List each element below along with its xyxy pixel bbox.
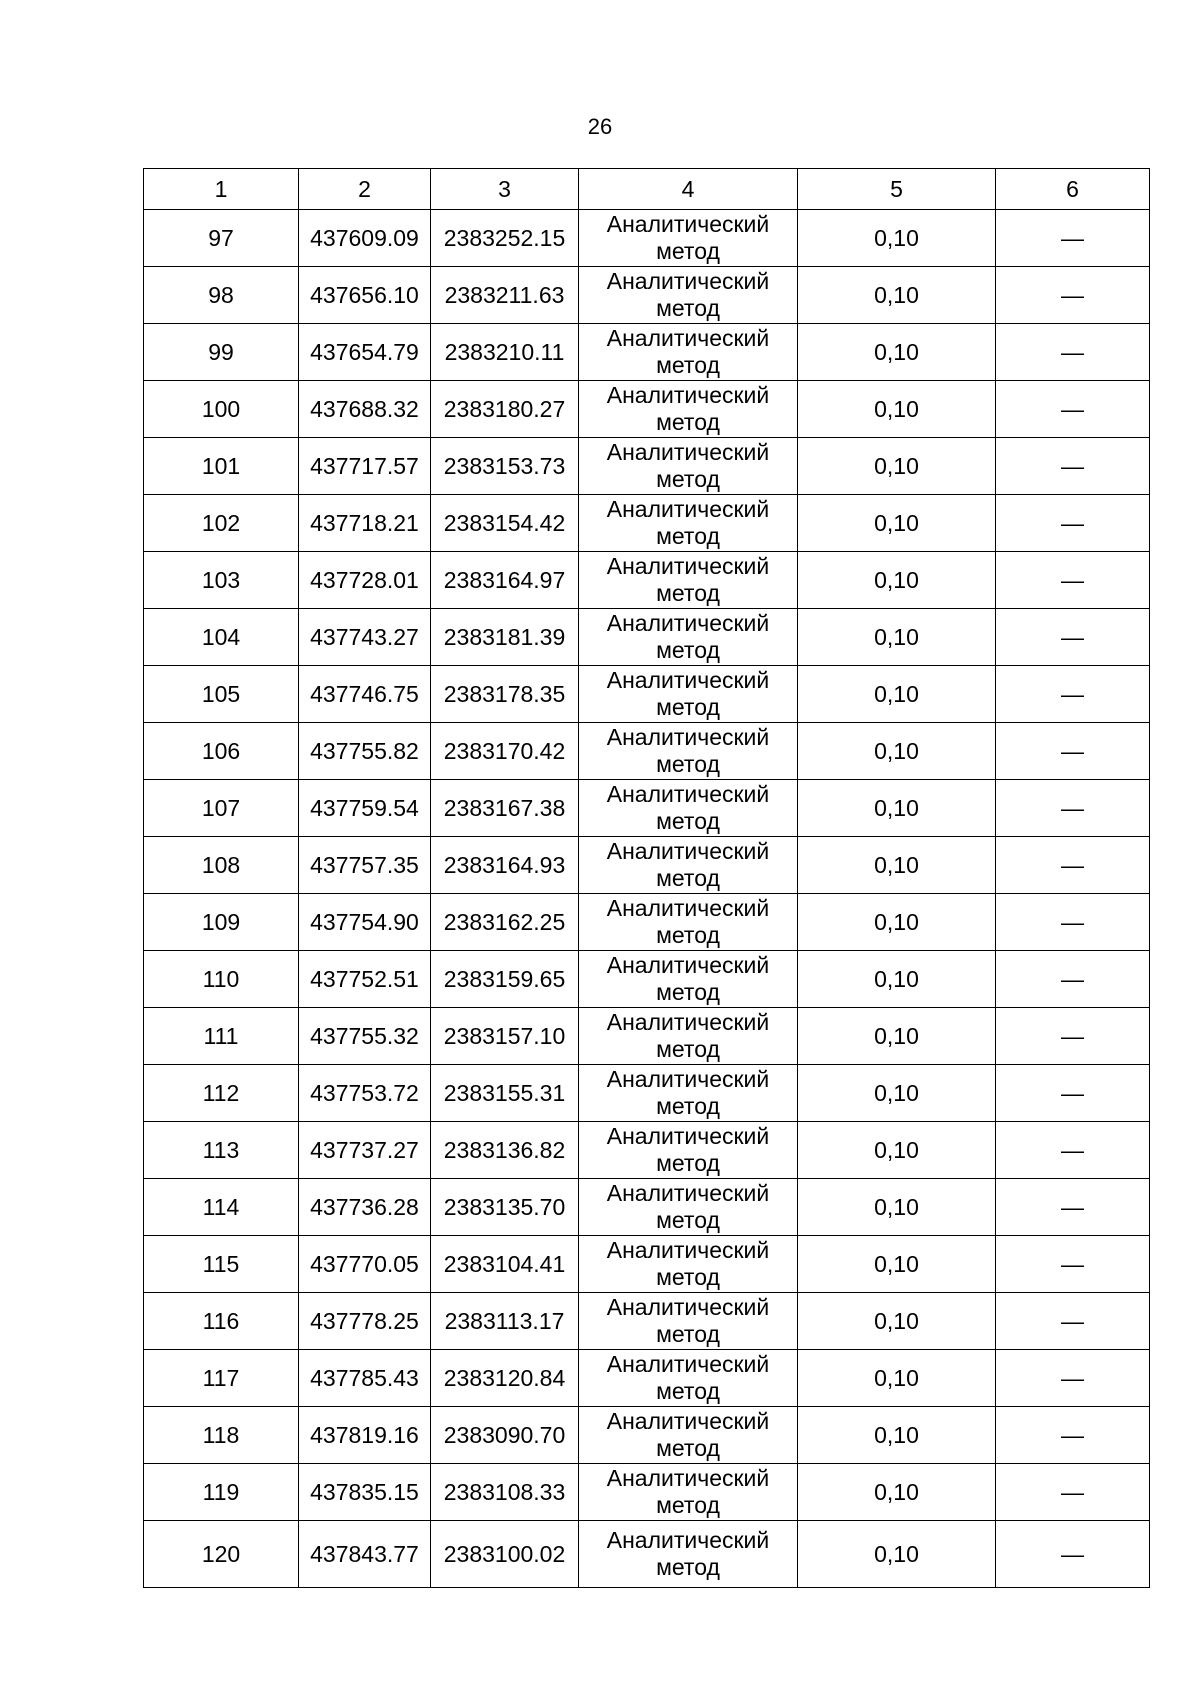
method-line: метод [656, 523, 720, 549]
method-cell [579, 438, 798, 495]
method-cell [579, 210, 798, 267]
table-body [144, 210, 1150, 1588]
note-cell: — [996, 438, 1150, 495]
note-cell: — [996, 894, 1150, 951]
table-row [144, 1179, 1150, 1236]
accuracy-cell: 0,10 [798, 666, 996, 723]
method-line: Аналитический [606, 610, 770, 636]
y-coordinate-cell: 2383104.41 [431, 1236, 579, 1293]
method-text [607, 439, 770, 493]
y-coordinate-cell: 2383210.11 [431, 324, 579, 381]
point-number-cell: 105 [144, 666, 299, 723]
method-cell [579, 495, 798, 552]
method-line: метод [656, 1207, 720, 1233]
method-line: метод [656, 1378, 720, 1404]
method-line: Аналитический [606, 781, 770, 807]
point-number-cell: 104 [144, 609, 299, 666]
point-number-cell: 119 [144, 1464, 299, 1521]
method-text [607, 1351, 770, 1405]
method-cell [579, 894, 798, 951]
table-row [144, 210, 1150, 267]
note-cell: — [996, 552, 1150, 609]
method-cell [579, 1179, 798, 1236]
method-cell [579, 267, 798, 324]
accuracy-cell: 0,10 [798, 1293, 996, 1350]
note-cell: — [996, 609, 1150, 666]
accuracy-cell: 0,10 [798, 267, 996, 324]
note-cell: — [996, 1008, 1150, 1065]
point-number-cell: 100 [144, 381, 299, 438]
method-cell [579, 1065, 798, 1122]
table-row [144, 1350, 1150, 1407]
y-coordinate-cell: 2383170.42 [431, 723, 579, 780]
method-line: метод [656, 694, 720, 720]
method-line: метод [656, 1036, 720, 1062]
accuracy-cell: 0,10 [798, 1350, 996, 1407]
method-cell [579, 1350, 798, 1407]
point-number-cell: 117 [144, 1350, 299, 1407]
table-row [144, 1008, 1150, 1065]
method-line: Аналитический [606, 1294, 770, 1320]
method-line: метод [656, 1492, 720, 1518]
accuracy-cell: 0,10 [798, 609, 996, 666]
method-text [607, 1009, 770, 1063]
note-cell: — [996, 381, 1150, 438]
method-text [607, 1408, 770, 1462]
method-text [607, 724, 770, 778]
point-number-cell: 108 [144, 837, 299, 894]
point-number-cell: 120 [144, 1521, 299, 1588]
accuracy-cell: 0,10 [798, 1464, 996, 1521]
accuracy-cell: 0,10 [798, 951, 996, 1008]
method-cell [579, 1122, 798, 1179]
method-line: метод [656, 409, 720, 435]
table-row [144, 837, 1150, 894]
method-line: Аналитический [606, 1237, 770, 1263]
y-coordinate-cell: 2383211.63 [431, 267, 579, 324]
y-coordinate-cell: 2383157.10 [431, 1008, 579, 1065]
x-coordinate-cell: 437757.35 [299, 837, 431, 894]
method-line: Аналитический [606, 1351, 770, 1377]
point-number-cell: 106 [144, 723, 299, 780]
table-row [144, 1236, 1150, 1293]
y-coordinate-cell: 2383180.27 [431, 381, 579, 438]
x-coordinate-cell: 437843.77 [299, 1521, 431, 1588]
method-line: метод [656, 1435, 720, 1461]
method-line: Аналитический [606, 496, 770, 522]
point-number-cell: 102 [144, 495, 299, 552]
method-line: Аналитический [606, 838, 770, 864]
x-coordinate-cell: 437717.57 [299, 438, 431, 495]
method-text [607, 1237, 770, 1291]
y-coordinate-cell: 2383090.70 [431, 1407, 579, 1464]
column-header: 6 [996, 169, 1150, 210]
method-line: Аналитический [606, 1408, 770, 1434]
accuracy-cell: 0,10 [798, 552, 996, 609]
x-coordinate-cell: 437755.32 [299, 1008, 431, 1065]
page-number: 26 [587, 114, 613, 139]
column-header: 1 [144, 169, 299, 210]
method-line: метод [656, 637, 720, 663]
method-cell [579, 1464, 798, 1521]
coordinates-table [143, 168, 1150, 1588]
x-coordinate-cell: 437755.82 [299, 723, 431, 780]
x-coordinate-cell: 437746.75 [299, 666, 431, 723]
note-cell: — [996, 1407, 1150, 1464]
method-text [607, 1180, 770, 1234]
method-text [607, 952, 770, 1006]
method-text [607, 1123, 770, 1177]
method-line: метод [656, 751, 720, 777]
point-number-cell: 110 [144, 951, 299, 1008]
accuracy-cell: 0,10 [798, 780, 996, 837]
table-row [144, 723, 1150, 780]
y-coordinate-cell: 2383178.35 [431, 666, 579, 723]
method-line: Аналитический [606, 1009, 770, 1035]
method-cell [579, 552, 798, 609]
method-text [607, 1294, 770, 1348]
point-number-cell: 116 [144, 1293, 299, 1350]
method-cell [579, 837, 798, 894]
method-line: метод [656, 1554, 720, 1580]
method-cell [579, 951, 798, 1008]
method-line: метод [656, 1150, 720, 1176]
method-line: Аналитический [606, 724, 770, 750]
table-row [144, 666, 1150, 723]
method-line: метод [656, 1264, 720, 1290]
accuracy-cell: 0,10 [798, 1521, 996, 1588]
y-coordinate-cell: 2383181.39 [431, 609, 579, 666]
table-row [144, 552, 1150, 609]
table-row [144, 609, 1150, 666]
note-cell: — [996, 1293, 1150, 1350]
table-row [144, 324, 1150, 381]
method-line: метод [656, 352, 720, 378]
method-line: Аналитический [606, 268, 770, 294]
table-row [144, 495, 1150, 552]
method-text [607, 895, 770, 949]
method-cell [579, 609, 798, 666]
note-cell: — [996, 951, 1150, 1008]
method-cell [579, 381, 798, 438]
method-cell [579, 780, 798, 837]
x-coordinate-cell: 437718.21 [299, 495, 431, 552]
accuracy-cell: 0,10 [798, 723, 996, 780]
method-text [607, 1465, 770, 1519]
method-text [607, 1066, 770, 1120]
y-coordinate-cell: 2383153.73 [431, 438, 579, 495]
y-coordinate-cell: 2383162.25 [431, 894, 579, 951]
point-number-cell: 112 [144, 1065, 299, 1122]
table-row [144, 1065, 1150, 1122]
note-cell: — [996, 1521, 1150, 1588]
point-number-cell: 99 [144, 324, 299, 381]
x-coordinate-cell: 437728.01 [299, 552, 431, 609]
note-cell: — [996, 210, 1150, 267]
x-coordinate-cell: 437835.15 [299, 1464, 431, 1521]
method-line: Аналитический [606, 1123, 770, 1149]
accuracy-cell: 0,10 [798, 495, 996, 552]
y-coordinate-cell: 2383120.84 [431, 1350, 579, 1407]
y-coordinate-cell: 2383135.70 [431, 1179, 579, 1236]
note-cell: — [996, 1350, 1150, 1407]
method-line: метод [656, 865, 720, 891]
accuracy-cell: 0,10 [798, 1407, 996, 1464]
note-cell: — [996, 1236, 1150, 1293]
x-coordinate-cell: 437753.72 [299, 1065, 431, 1122]
y-coordinate-cell: 2383136.82 [431, 1122, 579, 1179]
table-row [144, 894, 1150, 951]
note-cell: — [996, 1122, 1150, 1179]
method-cell [579, 1407, 798, 1464]
method-line: Аналитический [606, 1180, 770, 1206]
table-row [144, 780, 1150, 837]
method-cell [579, 1293, 798, 1350]
method-cell [579, 1008, 798, 1065]
method-text [607, 211, 770, 265]
note-cell: — [996, 267, 1150, 324]
y-coordinate-cell: 2383113.17 [431, 1293, 579, 1350]
note-cell: — [996, 1464, 1150, 1521]
point-number-cell: 111 [144, 1008, 299, 1065]
y-coordinate-cell: 2383159.65 [431, 951, 579, 1008]
table-row [144, 1407, 1150, 1464]
accuracy-cell: 0,10 [798, 438, 996, 495]
method-text [607, 325, 770, 379]
x-coordinate-cell: 437752.51 [299, 951, 431, 1008]
point-number-cell: 97 [144, 210, 299, 267]
y-coordinate-cell: 2383155.31 [431, 1065, 579, 1122]
x-coordinate-cell: 437688.32 [299, 381, 431, 438]
table-row [144, 1293, 1150, 1350]
method-cell [579, 1236, 798, 1293]
point-number-cell: 113 [144, 1122, 299, 1179]
accuracy-cell: 0,10 [798, 1122, 996, 1179]
y-coordinate-cell: 2383164.93 [431, 837, 579, 894]
note-cell: — [996, 324, 1150, 381]
method-cell [579, 324, 798, 381]
method-line: метод [656, 1093, 720, 1119]
x-coordinate-cell: 437743.27 [299, 609, 431, 666]
method-line: Аналитический [606, 895, 770, 921]
method-line: метод [656, 466, 720, 492]
point-number-cell: 109 [144, 894, 299, 951]
note-cell: — [996, 837, 1150, 894]
point-number-cell: 107 [144, 780, 299, 837]
column-header: 5 [798, 169, 996, 210]
table-row [144, 1122, 1150, 1179]
method-line: метод [656, 238, 720, 264]
method-text [607, 268, 770, 322]
column-header: 3 [431, 169, 579, 210]
column-header: 2 [299, 169, 431, 210]
accuracy-cell: 0,10 [798, 381, 996, 438]
method-line: метод [656, 979, 720, 1005]
y-coordinate-cell: 2383154.42 [431, 495, 579, 552]
method-line: метод [656, 580, 720, 606]
note-cell: — [996, 1179, 1150, 1236]
column-header: 4 [579, 169, 798, 210]
method-line: Аналитический [606, 952, 770, 978]
method-text [607, 553, 770, 607]
note-cell: — [996, 495, 1150, 552]
table-row [144, 267, 1150, 324]
y-coordinate-cell: 2383167.38 [431, 780, 579, 837]
table-header-row [144, 169, 1150, 210]
x-coordinate-cell: 437785.43 [299, 1350, 431, 1407]
x-coordinate-cell: 437656.10 [299, 267, 431, 324]
method-line: Аналитический [606, 667, 770, 693]
x-coordinate-cell: 437759.54 [299, 780, 431, 837]
method-line: метод [656, 922, 720, 948]
method-line: метод [656, 808, 720, 834]
x-coordinate-cell: 437609.09 [299, 210, 431, 267]
method-cell [579, 723, 798, 780]
x-coordinate-cell: 437778.25 [299, 1293, 431, 1350]
accuracy-cell: 0,10 [798, 1065, 996, 1122]
table-row [144, 1521, 1150, 1588]
point-number-cell: 98 [144, 267, 299, 324]
point-number-cell: 118 [144, 1407, 299, 1464]
method-line: метод [656, 295, 720, 321]
note-cell: — [996, 723, 1150, 780]
method-text [607, 667, 770, 721]
method-text [607, 382, 770, 436]
method-cell [579, 666, 798, 723]
y-coordinate-cell: 2383252.15 [431, 210, 579, 267]
method-text [607, 496, 770, 550]
method-line: Аналитический [606, 439, 770, 465]
method-line: метод [656, 1321, 720, 1347]
x-coordinate-cell: 437770.05 [299, 1236, 431, 1293]
accuracy-cell: 0,10 [798, 1236, 996, 1293]
accuracy-cell: 0,10 [798, 324, 996, 381]
x-coordinate-cell: 437737.27 [299, 1122, 431, 1179]
y-coordinate-cell: 2383108.33 [431, 1464, 579, 1521]
note-cell: — [996, 780, 1150, 837]
method-line: Аналитический [606, 325, 770, 351]
method-text [607, 610, 770, 664]
method-line: Аналитический [606, 382, 770, 408]
accuracy-cell: 0,10 [798, 210, 996, 267]
y-coordinate-cell: 2383100.02 [431, 1521, 579, 1588]
x-coordinate-cell: 437754.90 [299, 894, 431, 951]
method-text [607, 838, 770, 892]
table-row [144, 381, 1150, 438]
accuracy-cell: 0,10 [798, 894, 996, 951]
point-number-cell: 114 [144, 1179, 299, 1236]
accuracy-cell: 0,10 [798, 1008, 996, 1065]
table-row [144, 951, 1150, 1008]
y-coordinate-cell: 2383164.97 [431, 552, 579, 609]
note-cell: — [996, 666, 1150, 723]
table-row [144, 438, 1150, 495]
method-cell [579, 1521, 798, 1588]
method-text [607, 781, 770, 835]
method-line: Аналитический [606, 553, 770, 579]
x-coordinate-cell: 437819.16 [299, 1407, 431, 1464]
point-number-cell: 103 [144, 552, 299, 609]
method-line: Аналитический [606, 1465, 770, 1491]
point-number-cell: 115 [144, 1236, 299, 1293]
note-cell: — [996, 1065, 1150, 1122]
method-line: Аналитический [606, 211, 770, 237]
accuracy-cell: 0,10 [798, 837, 996, 894]
x-coordinate-cell: 437736.28 [299, 1179, 431, 1236]
x-coordinate-cell: 437654.79 [299, 324, 431, 381]
method-line: Аналитический [606, 1066, 770, 1092]
method-line: Аналитический [606, 1527, 770, 1553]
table-row [144, 1464, 1150, 1521]
point-number-cell: 101 [144, 438, 299, 495]
method-text [607, 1527, 770, 1581]
accuracy-cell: 0,10 [798, 1179, 996, 1236]
